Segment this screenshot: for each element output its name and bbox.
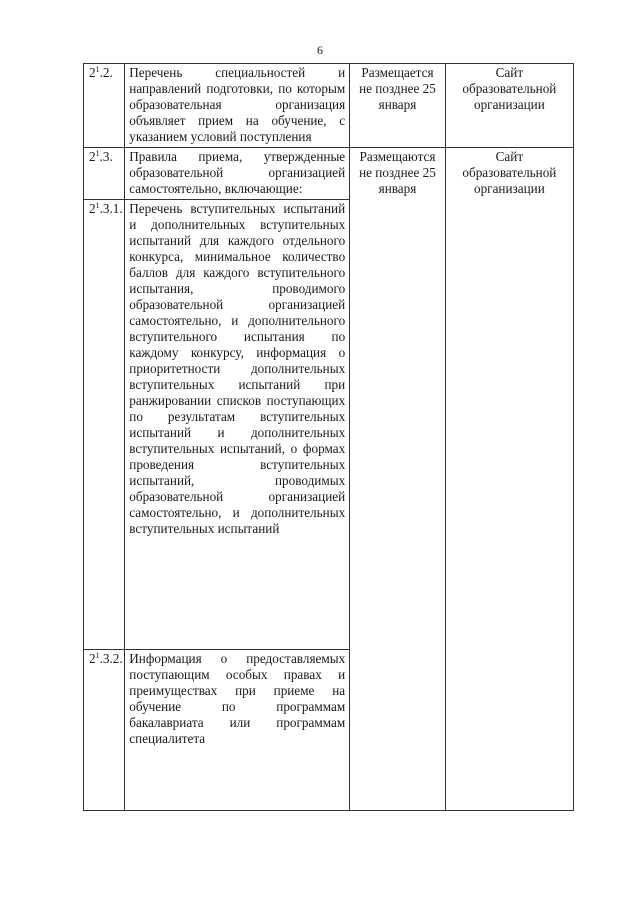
row-description: Перечень специальностей и направлений подготовки, по которым образовательная организация объявляет прием на обучение, с указанием условий поступления [125,64,350,148]
row-deadline: Размещается не позднее 25 января [350,64,446,148]
page-number: 6 [317,43,323,57]
row-location: Сайт образовательной организации [445,148,573,811]
row-location: Сайт образовательной организации [445,64,573,148]
row-number: $2^1.3.2$. [84,650,125,811]
table-row [84,148,574,200]
table-row [84,64,574,148]
row-number: $2^1.3$. [84,148,125,200]
row-deadline: Размещаются не позднее 25 января [350,148,446,811]
row-description: Правила приема, утвержденные образовательной организацией самостоятельно, включающие: [125,148,350,200]
document-table [83,63,574,811]
row-description: Перечень вступительных испытаний и дополнительных вступительных испытаний для каждого отдельного конкурса, минимальное количество баллов для каждого вступительного испытания, проводимого образовательной организацией самостоятельно, и дополнительного вступительного испытания по каждому конкурсу, информация о приоритетности дополнительных вступительных испытаний при ранжировании списков поступающих по результатам вступительных испытаний и дополнительных вступительных испытаний, о формах проведения вступительных испытаний, проводимых образовательной организацией самостоятельно, и дополнительных вступительных испытаний [125,200,350,650]
row-number: $2^1.2$. [84,64,125,148]
row-number: $2^1.3.1$. [84,200,125,650]
row-description: Информация о предоставляемых поступающим особых правах и преимуществах при приеме на обучение по программам бакалавриата или программам специалитета [125,650,350,811]
